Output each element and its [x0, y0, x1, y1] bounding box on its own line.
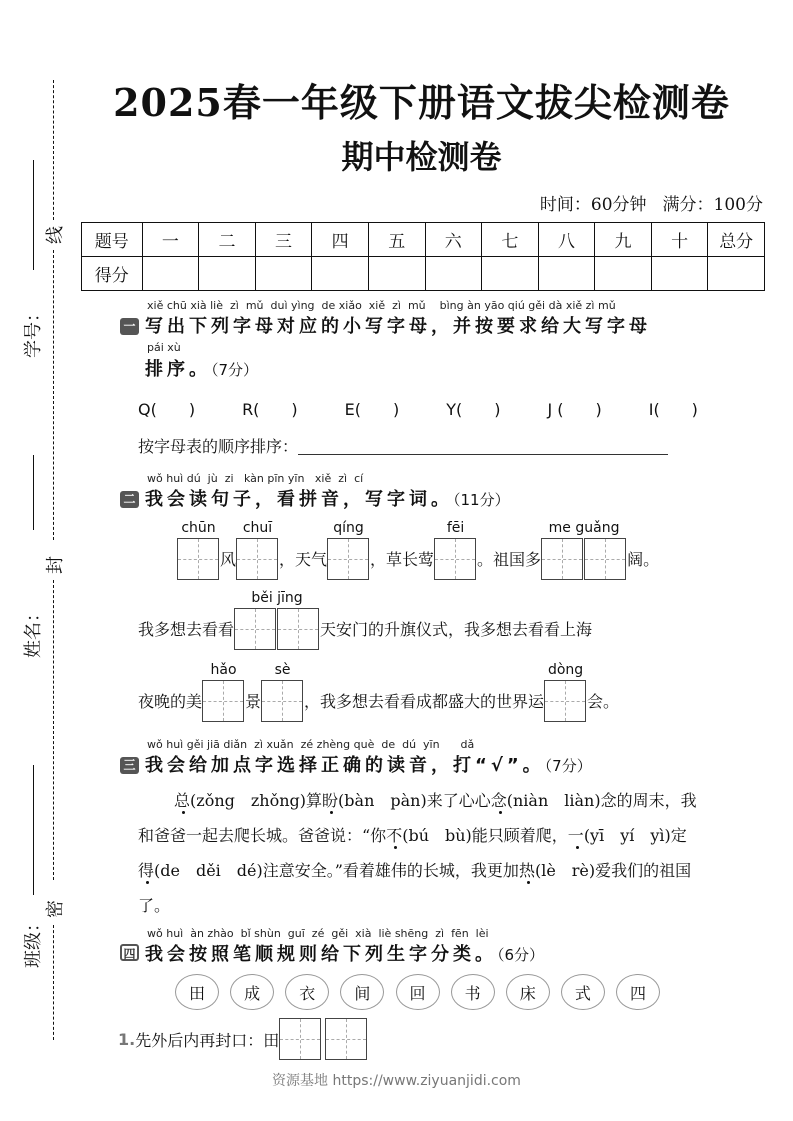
snail-character: 间: [340, 974, 384, 1010]
dotted-char: 一: [567, 826, 584, 845]
section-1-pinyin-2: pái xù: [147, 341, 181, 354]
section-2-pinyin: wǒ huì dú jù zi kàn pīn yīn xiě zì cí: [147, 472, 364, 485]
writing-box[interactable]: [202, 680, 244, 722]
paragraph-text: (bú bù)能只顾着爬，: [402, 826, 568, 845]
letter-blank[interactable]: E( ): [344, 400, 400, 419]
writing-box[interactable]: [584, 538, 626, 580]
score-cell[interactable]: [255, 257, 312, 291]
score-cell[interactable]: [651, 257, 708, 291]
time-limit: 时间：60分钟: [539, 195, 647, 215]
pinyin-hint: běi jīng: [251, 590, 303, 606]
section-3-pinyin: wǒ huì gěi jiā diǎn zì xuǎn zé zhèng què de dú yīn dǎ: [147, 738, 475, 751]
sentence-text: 景: [245, 692, 262, 711]
letter-blank[interactable]: J ( ): [547, 400, 602, 419]
score-table-header-cell: 一: [142, 223, 199, 257]
section-1-heading: [120, 312, 651, 338]
pinyin-hint: me guǎng: [548, 520, 620, 536]
sentence-text: 会。: [587, 692, 620, 711]
paragraph-text: (niàn liàn)念的周末，我和爸爸一起去爬长城。爸爸说：“你: [138, 791, 697, 845]
paragraph-text: (zǒng zhǒng)算: [190, 791, 323, 810]
dotted-char: 得: [138, 861, 155, 880]
score-table-header-cell: 十: [651, 223, 708, 257]
score-table-header-cell: 六: [425, 223, 482, 257]
writing-box[interactable]: [541, 538, 583, 580]
seal-word-seal: 封: [45, 556, 66, 574]
page-subtitle: 期中检测卷: [341, 138, 502, 176]
writing-box[interactable]: [177, 538, 219, 580]
sentence-text: 天安门的升旗仪式，我多想去看看上海: [320, 620, 593, 639]
order-answer-line[interactable]: [298, 454, 668, 455]
pinyin-hint: hǎo: [210, 662, 237, 678]
sentence-text: 。祖国多: [477, 550, 542, 569]
section-1-heading-2: [145, 355, 258, 381]
score-table-header-cell: 三: [255, 223, 312, 257]
snail-character: 书: [451, 974, 495, 1010]
character-snails: [175, 974, 660, 1010]
score-cell[interactable]: [368, 257, 425, 291]
dotted-char: 热: [518, 861, 535, 880]
exam-meta: [524, 190, 763, 215]
dotted-char: 不: [386, 826, 403, 845]
writing-box[interactable]: [279, 1018, 321, 1060]
sentence-text: ，我多想去看看成都盛大的世界运: [304, 692, 545, 711]
section-1-score: （7分）: [211, 361, 259, 379]
snail-character: 床: [506, 974, 550, 1010]
score-table: [81, 222, 765, 291]
dotted-char: 盼: [322, 791, 339, 810]
watermark-footer: 资源基地 https://www.ziyuanjidi.com: [272, 1073, 521, 1089]
section-4-heading: [120, 940, 544, 966]
letter-blank[interactable]: R( ): [242, 400, 298, 419]
score-cell[interactable]: [199, 257, 256, 291]
section-2-title: 我会读句子，看拼音，写字词。: [145, 489, 453, 510]
page-title: 2025春一年级下册语文拔尖检测卷: [113, 80, 730, 125]
paragraph-text: (yī yí yì)定: [583, 826, 687, 845]
sentence-text: 我多想去看看: [138, 620, 235, 639]
pinyin-hint: qíng: [333, 520, 364, 536]
fill-line-2: [138, 590, 592, 650]
writing-box[interactable]: [261, 680, 303, 722]
section-3-heading: [120, 751, 592, 777]
pinyin-hint: sè: [274, 662, 291, 678]
name-label: 姓名：: [23, 604, 44, 658]
section-3-title: 我会给加点字选择正确的读音，打“√”。: [145, 755, 545, 776]
section-4-score: （6分）: [497, 946, 545, 964]
item-number: 1.: [118, 1029, 136, 1049]
pinyin-hint: chuī: [242, 520, 273, 536]
pinyin-hint: dòng: [547, 662, 584, 678]
writing-box[interactable]: [236, 538, 278, 580]
fill-line-3: [138, 662, 619, 722]
pinyin-hint: fēi: [446, 520, 465, 536]
score-table-header-cell: 二: [199, 223, 256, 257]
class-underline: [33, 765, 34, 895]
full-score: 满分：100分: [662, 195, 763, 215]
sentence-text: 风: [220, 550, 237, 569]
snail-character: 衣: [285, 974, 329, 1010]
seal-word-secret: 密: [45, 900, 66, 918]
dotted-char: 念: [490, 791, 507, 810]
section-number-badge: 二: [120, 491, 139, 508]
score-table-header-cell: 八: [538, 223, 595, 257]
paragraph-text: (lè rè)爱我们的祖国了。: [138, 861, 692, 915]
sentence-text: 阔。: [627, 550, 660, 569]
class-label: 班级：: [23, 914, 44, 968]
letter-blanks: [138, 397, 698, 420]
section-1-pinyin: xiě chū xià liè zì mǔ duì yìng de xiǎo xiě zì mǔ bìng àn yāo qiú gěi dà xiě zì mǔ: [147, 299, 616, 312]
writing-box[interactable]: [325, 1018, 367, 1060]
binding-dash-line: [53, 250, 54, 540]
score-cell[interactable]: [538, 257, 595, 291]
score-cell[interactable]: [312, 257, 369, 291]
snail-character: 田: [175, 974, 219, 1010]
writing-box[interactable]: [544, 680, 586, 722]
dotted-char: 总: [174, 791, 191, 810]
snail-character: 式: [561, 974, 605, 1010]
letter-blank[interactable]: I( ): [648, 400, 698, 419]
score-cell[interactable]: [425, 257, 482, 291]
writing-box[interactable]: [327, 538, 369, 580]
section-4-title: 我会按照笔顺规则给下列生字分类。: [145, 944, 497, 965]
score-cell[interactable]: [708, 257, 765, 291]
section-number-badge: 三: [120, 757, 139, 774]
item-prompt: 先外后内再封口：田: [135, 1030, 280, 1050]
pinyin-hint: chūn: [181, 520, 216, 536]
score-cell[interactable]: [595, 257, 652, 291]
sentence-text: ，天气: [279, 550, 328, 569]
classify-item-1: [118, 1018, 368, 1060]
sentence-text: ，草长莺: [370, 550, 435, 569]
writing-box[interactable]: [234, 608, 276, 650]
section-4-pinyin: wǒ huì àn zhào bǐ shùn guī zé gěi xià liè shēng zì fēn lèi: [147, 927, 489, 940]
score-cell[interactable]: [482, 257, 539, 291]
score-row-label: 得分: [82, 257, 143, 291]
section-3-score: （7分）: [544, 757, 592, 775]
score-cell[interactable]: [142, 257, 199, 291]
writing-box[interactable]: [434, 538, 476, 580]
paragraph-text: (de děi dé)注意安全。”看着雄伟的长城，我更加: [154, 861, 519, 880]
snail-character: 四: [616, 974, 660, 1010]
score-table-header-cell: 九: [595, 223, 652, 257]
sentence-text: 夜晚的美: [138, 692, 203, 711]
binding-dash-line: [53, 925, 54, 1040]
reading-paragraph: [138, 783, 698, 923]
student-id-label: 学号：: [23, 304, 44, 358]
snail-character: 回: [396, 974, 440, 1010]
score-table-header-cell: 五: [368, 223, 425, 257]
score-table-header-cell: 题号: [82, 223, 143, 257]
section-1-title: 写出下列字母对应的小写字母，并按要求给大写字母: [145, 316, 651, 337]
section-number-badge: 一: [120, 318, 139, 335]
letter-blank[interactable]: Q( ): [138, 400, 196, 419]
writing-box[interactable]: [277, 608, 319, 650]
score-table-header-cell: 总分: [708, 223, 765, 257]
section-2-score: （11分）: [453, 491, 510, 509]
paragraph-text: (bàn pàn)来了心心: [338, 791, 491, 810]
section-1-title-cont: 排序。: [145, 359, 211, 380]
score-table-header-cell: 七: [482, 223, 539, 257]
seal-word-line: 线: [45, 226, 66, 244]
section-2-heading: [120, 485, 510, 511]
section-number-badge: 四: [120, 944, 139, 961]
score-table-header-row: [82, 223, 765, 257]
order-row: [138, 434, 668, 457]
name-underline: [33, 455, 34, 530]
order-prompt: 按字母表的顺序排序：: [138, 437, 299, 456]
score-table-header-cell: 四: [312, 223, 369, 257]
fill-line-1: [177, 520, 659, 580]
letter-blank[interactable]: Y( ): [446, 400, 501, 419]
binding-dash-line: [53, 580, 54, 880]
snail-character: 成: [230, 974, 274, 1010]
score-table-score-row: [82, 257, 765, 291]
